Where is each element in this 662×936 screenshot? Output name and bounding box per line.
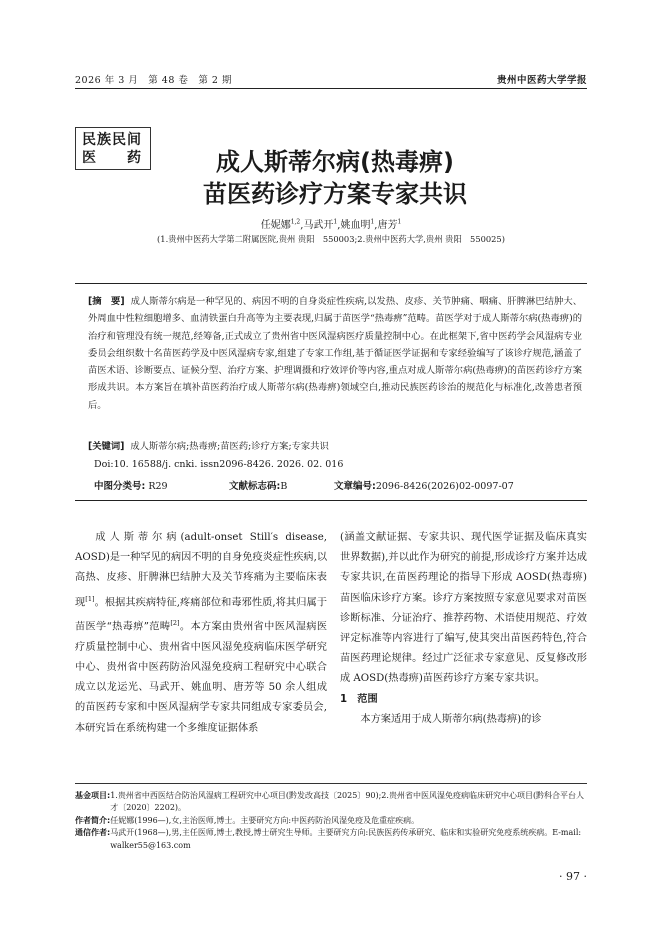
column-tag: [75, 127, 151, 170]
column-tag-line-1: 民族民间: [82, 132, 142, 148]
doc-value: B: [280, 481, 288, 492]
keywords: [88, 438, 582, 452]
clc-label: 中图分类号:: [94, 481, 146, 492]
paragraph-text: 成人斯蒂尔病(adult-onset Still′s disease, AOSD)是一种罕见的病因不明的自身免疫炎症性疾病,以高热、皮疹、肝脾淋巴结肿大及关节疼痛为主要临床表现: [75, 532, 328, 608]
citation: [2]: [170, 619, 180, 628]
citation: [1]: [85, 594, 95, 603]
clc-value: R29: [148, 481, 168, 492]
author-affil-sup: 1: [370, 218, 375, 226]
author-affil-sup: 1,2: [290, 218, 301, 226]
clc-number: [94, 478, 168, 492]
article-number: [334, 478, 514, 492]
paragraph-text: 。本方案由贵州省中医风湿病医疗质量控制中心、贵州省中医风湿免疫病临床医学研究中心、贵州省中医药防治风湿免疫病工程研究中心联合成立以龙运光、马武开、姚血明、唐芳等 50 余人组成的苗医药专家和中医风湿病学专家共同组成专家委员会,本研究旨在系统构建一个多维度证据体系: [75, 621, 328, 734]
body-column-left: [75, 528, 327, 739]
footnote-text: 1.贵州省中西医结合防治风湿病工程研究中心项目(黔发改高技〔2025〕90);2.贵州省中医风湿免疫病临床研究中心项目(黔科合平台人才〔2020〕2202)。: [110, 791, 585, 813]
author-name: 马武开: [303, 220, 334, 231]
keywords-text: 成人斯蒂尔病;热毒痹;苗医药;诊疗方案;专家共识: [130, 441, 329, 452]
article-title: [150, 146, 520, 210]
paragraph: 本方案适用于成人斯蒂尔病(热毒痹)的诊: [360, 713, 542, 725]
document-code: [229, 478, 287, 492]
footnote-text: 任妮娜(1996—),女,主治医师,博士。主要研究方向:中医药防治风湿免疫及危重症疾病。: [110, 815, 420, 825]
footnote-corresponding: [75, 827, 587, 852]
title-line-1: 成人斯蒂尔病(热毒痹): [216, 148, 454, 176]
footnote-author-bio: [75, 815, 587, 827]
running-header: [75, 72, 587, 86]
affiliation: (1.贵州中医药大学第二附属医院,贵州 贵阳 550003;2.贵州中医药大学,贵州 贵阳 550025): [157, 234, 505, 244]
author-name: 任妮娜: [260, 220, 291, 231]
doc-label: 文献标志码:: [229, 481, 281, 492]
footnote-text: 马武开(1968—),男,主任医师,博士,教授,博士研究生导师。主要研究方向:民族医药传承研究、临床和实验研究免疫系统疾病。E-mail: walker55@163.com: [110, 828, 582, 850]
paragraph: (涵盖文献证据、专家共识、现代医学证据及临床真实世界数据),并以此作为研究的前提,形成诊疗方案并达成专家共识,在苗医药理论的指导下形成 AOSD(热毒痹)苗医临床诊疗方案。诊疗方案按照专家意见要求对苗医诊断标准、分证治疗、推荐药物、术语使用规范、疗效评定标准等内容进行了编写,使其突出苗医药特色,符合苗医药理论规律。经过广泛征求专家意见、反复修改形成 AOSD(热毒痹)苗医药诊疗方案专家共识。: [340, 532, 587, 685]
footnote-rule: [75, 783, 587, 784]
page-number: · 97 ·: [559, 870, 587, 883]
abstract-bottom-rule: [75, 500, 587, 501]
article-value: 2096-8426(2026)02-0097-07: [375, 481, 514, 492]
column-tag-line-2: 医 药: [82, 150, 142, 166]
footnote-funding: [75, 790, 587, 815]
author-name: 唐芳: [377, 220, 398, 231]
abstract-label: [摘 要]: [88, 296, 125, 307]
header-rule: [75, 88, 587, 89]
paragraph: [75, 528, 327, 739]
article-label: 文章编号:: [334, 481, 376, 492]
author-list: 任妮娜$^{1,2}$,马武开$^1$,姚血明$^1$,唐芳$^1$: [260, 218, 402, 231]
section-heading: 1 范围: [340, 693, 378, 705]
abstract-top-rule: [75, 283, 587, 284]
footnote-label: 作者简介:: [75, 815, 111, 825]
issue-info: 2026 年 3 月 第 48 卷 第 2 期: [75, 75, 232, 86]
author-name: 姚血明: [340, 220, 371, 231]
keywords-label: [关键词]: [88, 441, 125, 452]
author-affil-sup: 1: [333, 218, 338, 226]
footnote-label: 通信作者:: [75, 828, 111, 838]
abstract: [88, 293, 582, 414]
abstract-text: 成人斯蒂尔病是一种罕见的、病因不明的自身炎症性疾病,以发热、皮疹、关节肿痛、咽痛、肝脾淋巴结肿大、外周血中性粒细胞增多、血清铁蛋白升高等为主要表现,归属于苗医学“热毒痹”范畴。苗医学对于成人斯蒂尔病(热毒痹)的治疗和管理没有统一规范,经筹备,正式成立了贵州省中医风湿病医疗质量控制中心。在此框架下,省中医药学会风湿病专业委员会组织数十名苗医药学及中医风湿病专家,组建了专家工作组,基于循证医学证据和专家经验编写了该诊疗规范,涵盖了苗医术语、诊断要点、证候分型、治疗方案、护理调摄和疗效评价等内容,重点对成人斯蒂尔病(热毒痹)的苗医药诊疗方案形成共识。本方案旨在填补苗医药治疗成人斯蒂尔病(热毒痹)领域空白,推动民族医药诊治的规范化与标准化,改善患者预后。: [88, 296, 582, 411]
footnote-label: 基金项目:: [75, 791, 111, 800]
footnotes: [75, 790, 587, 852]
paragraph-text: 。根据其疾病特征,疼痛部位和毒邪性质,将其归属于苗医学“热毒痹”范畴: [75, 597, 328, 633]
body-column-right: [340, 528, 587, 730]
author-affil-sup: 1: [397, 218, 402, 226]
title-line-2: 苗医药诊疗方案专家共识: [203, 180, 467, 208]
doi: Doi:10. 16588/j. cnki. issn2096-8426. 2026. 02. 016: [94, 459, 344, 470]
journal-name: 贵州中医药大学学报: [496, 75, 587, 86]
